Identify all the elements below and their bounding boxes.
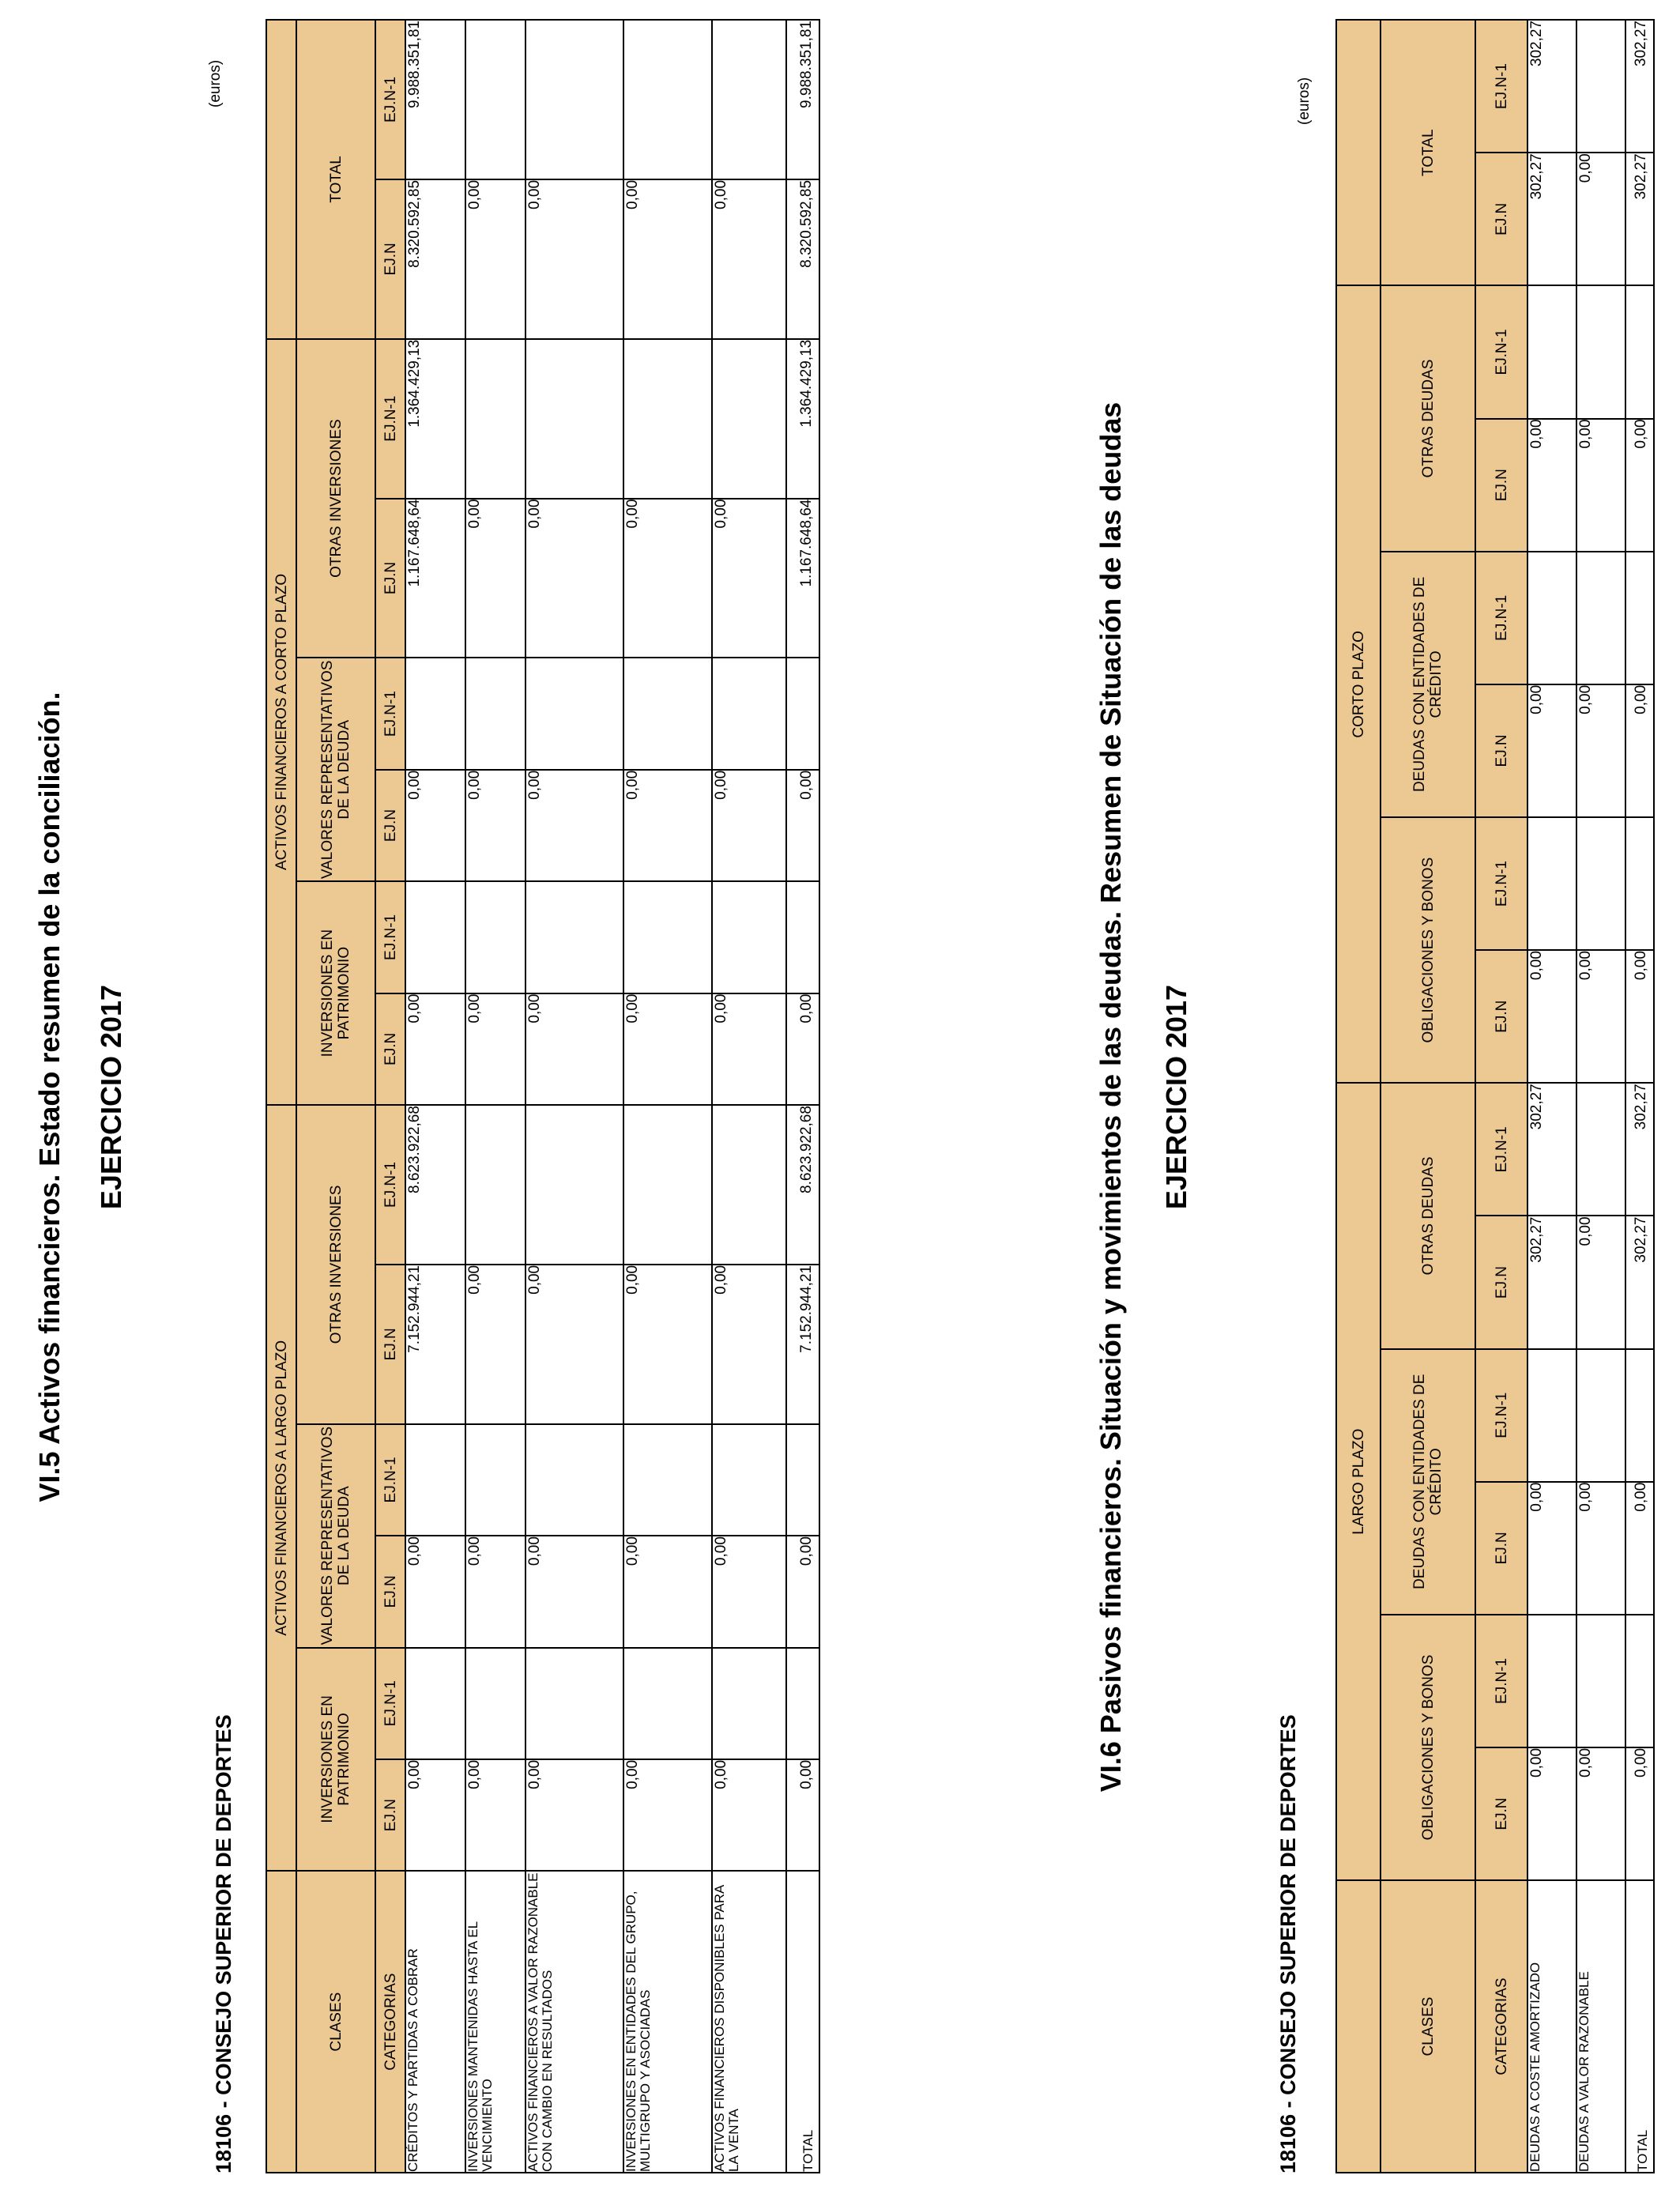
header-ejn1: EJ.N-1 xyxy=(375,339,405,499)
assets-year: EJERCICIO 2017 xyxy=(95,984,127,1210)
cell-value xyxy=(465,339,525,499)
table-row xyxy=(405,20,465,2173)
cell-value xyxy=(786,1424,819,1536)
cell-value: 8.623.922,68 xyxy=(405,1105,465,1265)
header-ejn: EJ.N xyxy=(1475,419,1527,552)
cell-value xyxy=(465,881,525,993)
cell-value xyxy=(1527,1615,1576,1747)
cell-value: 1.167.648,64 xyxy=(405,499,465,658)
liabilities-organization: 18106 - CONSEJO SUPERIOR DE DEPORTES xyxy=(1276,1714,1300,2173)
row-category-label: INVERSIONES MANTENIDAS HASTA EL VENCIMIENTO xyxy=(465,1871,525,2173)
header-ejn: EJ.N xyxy=(1475,153,1527,285)
header-otras-deudas: OTRAS DEUDAS xyxy=(1381,1083,1475,1348)
header-ejn1: EJ.N-1 xyxy=(375,1424,405,1536)
cell-value xyxy=(465,1648,525,1759)
header-entidades: DEUDAS CON ENTIDADES DE CRÉDITO xyxy=(1381,1349,1475,1615)
header-ejn: EJ.N xyxy=(375,993,405,1105)
cell-value: 0,00 xyxy=(1576,1482,1625,1615)
cell-value: 0,00 xyxy=(1527,1482,1576,1615)
cell-value xyxy=(1625,285,1654,418)
row-category-label: TOTAL xyxy=(1625,1880,1654,2173)
cell-value xyxy=(623,658,712,769)
assets-table xyxy=(266,19,820,2173)
cell-value xyxy=(405,658,465,769)
header-ejn1: EJ.N-1 xyxy=(375,658,405,769)
cell-value xyxy=(712,658,786,769)
liabilities-year: EJERCICIO 2017 xyxy=(1160,984,1192,1210)
header-ejn1: EJ.N-1 xyxy=(1475,1349,1527,1482)
cell-value: 0,00 xyxy=(525,499,623,658)
cell-value: 0,00 xyxy=(1527,1747,1576,1880)
cell-value: 0,00 xyxy=(1527,950,1576,1083)
cell-value: 1.167.648,64 xyxy=(786,499,819,658)
cell-value xyxy=(1576,1615,1625,1747)
cell-value: 0,00 xyxy=(465,1536,525,1647)
header-total: TOTAL xyxy=(296,20,375,339)
cell-value xyxy=(712,881,786,993)
cell-value xyxy=(525,20,623,179)
header-long-term: LARGO PLAZO xyxy=(1336,1083,1381,1880)
cell-value xyxy=(525,658,623,769)
cell-value: 0,00 xyxy=(1576,153,1625,285)
cell-value xyxy=(623,1424,712,1536)
cell-value: 0,00 xyxy=(1625,950,1654,1083)
cell-value: 0,00 xyxy=(623,1265,712,1424)
cell-value xyxy=(1527,552,1576,684)
header-valores: VALORES REPRESENTATIVOS DE LA DEUDA xyxy=(296,658,375,881)
cell-value: 0,00 xyxy=(1576,1747,1625,1880)
cell-value: 302,27 xyxy=(1527,153,1576,285)
cell-value: 0,00 xyxy=(786,1759,819,1871)
header-ejn1: EJ.N-1 xyxy=(1475,285,1527,418)
table-row xyxy=(465,20,525,2173)
cell-value: 0,00 xyxy=(465,993,525,1105)
header-ejn: EJ.N xyxy=(375,770,405,881)
cell-value xyxy=(405,1424,465,1536)
cell-value xyxy=(1576,20,1625,153)
cell-value: 0,00 xyxy=(1576,950,1625,1083)
cell-value xyxy=(1527,1349,1576,1482)
header-ejn1: EJ.N-1 xyxy=(1475,552,1527,684)
table-row xyxy=(712,20,786,2173)
header-otras-deudas: OTRAS DEUDAS xyxy=(1381,285,1475,551)
cell-value xyxy=(1625,817,1654,950)
header-ejn1: EJ.N-1 xyxy=(375,1105,405,1265)
cell-value: 8.320.592,85 xyxy=(786,179,819,339)
row-category-label: INVERSIONES EN ENTIDADES DEL GRUPO, MULTIGRUPO Y ASOCIADAS xyxy=(623,1871,712,2173)
cell-value: 8.320.592,85 xyxy=(405,179,465,339)
cell-value xyxy=(525,339,623,499)
header-blank-total xyxy=(266,20,296,339)
header-clases: CLASES xyxy=(1381,1880,1475,2173)
header-ejn: EJ.N xyxy=(1475,1747,1527,1880)
cell-value: 0,00 xyxy=(525,179,623,339)
cell-value xyxy=(1625,1615,1654,1747)
header-ejn: EJ.N xyxy=(1475,1482,1527,1615)
liabilities-title: VI.6 Pasivos financieros. Situación y movimientos de las deudas. Resumen de Situación de las deudas xyxy=(1094,401,1127,1793)
header-otras: OTRAS INVERSIONES xyxy=(296,1105,375,1424)
cell-value: 0,00 xyxy=(465,1759,525,1871)
cell-value: 0,00 xyxy=(465,770,525,881)
header-categorias: CATEGORIAS xyxy=(375,1871,405,2173)
header-patrimonio: INVERSIONES EN PATRIMONIO xyxy=(296,1648,375,1872)
header-categorias: CATEGORIAS xyxy=(1475,1880,1527,2173)
cell-value: 302,27 xyxy=(1625,153,1654,285)
header-ejn: EJ.N xyxy=(375,1759,405,1871)
cell-value xyxy=(1527,285,1576,418)
cell-value: 0,00 xyxy=(465,179,525,339)
cell-value xyxy=(525,1105,623,1265)
header-ejn1: EJ.N-1 xyxy=(1475,817,1527,950)
header-ejn: EJ.N xyxy=(375,1536,405,1647)
cell-value: 0,00 xyxy=(1527,419,1576,552)
cell-value: 0,00 xyxy=(525,1759,623,1871)
cell-value xyxy=(1527,817,1576,950)
cell-value: 0,00 xyxy=(623,1759,712,1871)
cell-value: 0,00 xyxy=(1576,419,1625,552)
assets-organization: 18106 - CONSEJO SUPERIOR DE DEPORTES xyxy=(212,1714,235,2173)
header-ejn: EJ.N xyxy=(1475,950,1527,1083)
cell-value xyxy=(712,339,786,499)
cell-value: 0,00 xyxy=(1576,684,1625,817)
cell-value: 0,00 xyxy=(465,1265,525,1424)
cell-value xyxy=(623,881,712,993)
cell-value: 0,00 xyxy=(623,770,712,881)
cell-value: 0,00 xyxy=(623,499,712,658)
cell-value: 0,00 xyxy=(1625,1482,1654,1615)
cell-value: 0,00 xyxy=(623,993,712,1105)
header-ejn1: EJ.N-1 xyxy=(375,20,405,179)
header-patrimonio: INVERSIONES EN PATRIMONIO xyxy=(296,881,375,1105)
cell-value: 0,00 xyxy=(1527,684,1576,817)
cell-value: 0,00 xyxy=(786,770,819,881)
cell-value: 0,00 xyxy=(465,499,525,658)
row-category-label: CRÉDITOS Y PARTIDAS A COBRAR xyxy=(405,1871,465,2173)
cell-value: 0,00 xyxy=(525,1536,623,1647)
cell-value: 0,00 xyxy=(712,1536,786,1647)
cell-value xyxy=(712,1105,786,1265)
cell-value xyxy=(1625,1349,1654,1482)
cell-value xyxy=(1576,1083,1625,1216)
table-row xyxy=(525,20,623,2173)
cell-value xyxy=(712,20,786,179)
header-otras: OTRAS INVERSIONES xyxy=(296,339,375,658)
liabilities-table xyxy=(1335,19,1655,2173)
cell-value: 0,00 xyxy=(623,1536,712,1647)
cell-value: 0,00 xyxy=(405,993,465,1105)
header-ejn1: EJ.N-1 xyxy=(375,881,405,993)
table-row xyxy=(623,20,712,2173)
row-category-label: DEUDAS A VALOR RAZONABLE xyxy=(1576,1880,1625,2173)
cell-value: 0,00 xyxy=(1625,684,1654,817)
cell-value: 7.152.944,21 xyxy=(786,1265,819,1424)
cell-value: 302,27 xyxy=(1625,1216,1654,1348)
cell-value: 302,27 xyxy=(1527,1216,1576,1348)
assets-table-body xyxy=(405,20,819,2173)
header-total: TOTAL xyxy=(1381,20,1475,285)
cell-value xyxy=(465,658,525,769)
cell-value: 0,00 xyxy=(525,770,623,881)
cell-value: 9.988.351,81 xyxy=(405,20,465,179)
cell-value xyxy=(786,1648,819,1759)
cell-value xyxy=(712,1424,786,1536)
header-short-term: CORTO PLAZO xyxy=(1336,285,1381,1083)
cell-value xyxy=(1576,1349,1625,1482)
header-ejn1: EJ.N-1 xyxy=(1475,1615,1527,1747)
header-long-term: ACTIVOS FINANCIEROS A LARGO PLAZO xyxy=(266,1105,296,1871)
cell-value xyxy=(465,1105,525,1265)
row-category-label: ACTIVOS FINANCIEROS DISPONIBLES PARA LA VENTA xyxy=(712,1871,786,2173)
row-category-label: DEUDAS A COSTE AMORTIZADO xyxy=(1527,1880,1576,2173)
header-blank xyxy=(266,1871,296,2173)
header-ejn: EJ.N xyxy=(375,179,405,339)
header-clases: CLASES xyxy=(296,1871,375,2173)
cell-value: 302,27 xyxy=(1527,20,1576,153)
header-short-term: ACTIVOS FINANCIEROS A CORTO PLAZO xyxy=(266,339,296,1105)
header-obligaciones: OBLIGACIONES Y BONOS xyxy=(1381,817,1475,1083)
cell-value xyxy=(405,1648,465,1759)
cell-value: 1.364.429,13 xyxy=(786,339,819,499)
row-category-label: ACTIVOS FINANCIEROS A VALOR RAZONABLE CON CAMBIO EN RESULTADOS xyxy=(525,1871,623,2173)
cell-value: 0,00 xyxy=(712,1265,786,1424)
cell-value: 302,27 xyxy=(1527,1083,1576,1216)
cell-value xyxy=(465,20,525,179)
liabilities-unit: (euros) xyxy=(1296,77,1313,125)
cell-value xyxy=(465,1424,525,1536)
header-obligaciones: OBLIGACIONES Y BONOS xyxy=(1381,1615,1475,1880)
cell-value xyxy=(786,658,819,769)
liabilities-table-body xyxy=(1527,20,1654,2173)
cell-value: 302,27 xyxy=(1625,1083,1654,1216)
cell-value xyxy=(623,1105,712,1265)
header-blank xyxy=(1336,1880,1381,2173)
table-row xyxy=(1527,20,1576,2173)
cell-value: 0,00 xyxy=(405,770,465,881)
header-ejn1: EJ.N-1 xyxy=(375,1648,405,1759)
table-row xyxy=(1625,20,1654,2173)
header-ejn1: EJ.N-1 xyxy=(1475,20,1527,153)
cell-value xyxy=(712,1648,786,1759)
cell-value: 0,00 xyxy=(623,179,712,339)
cell-value: 0,00 xyxy=(525,1265,623,1424)
cell-value: 302,27 xyxy=(1625,20,1654,153)
cell-value: 9.988.351,81 xyxy=(786,20,819,179)
cell-value xyxy=(1576,552,1625,684)
header-ejn: EJ.N xyxy=(1475,684,1527,817)
cell-value: 7.152.944,21 xyxy=(405,1265,465,1424)
table-row xyxy=(786,20,819,2173)
cell-value xyxy=(525,1424,623,1536)
cell-value: 1.364.429,13 xyxy=(405,339,465,499)
table-row xyxy=(1576,20,1625,2173)
cell-value: 0,00 xyxy=(405,1759,465,1871)
cell-value xyxy=(623,339,712,499)
header-entidades: DEUDAS CON ENTIDADES DE CRÉDITO xyxy=(1381,552,1475,817)
cell-value: 0,00 xyxy=(712,179,786,339)
header-ejn: EJ.N xyxy=(375,1265,405,1424)
cell-value: 0,00 xyxy=(712,770,786,881)
row-category-label: TOTAL xyxy=(786,1871,819,2173)
cell-value: 0,00 xyxy=(1625,1747,1654,1880)
cell-value xyxy=(623,1648,712,1759)
header-ejn: EJ.N xyxy=(1475,1216,1527,1348)
cell-value: 0,00 xyxy=(712,499,786,658)
cell-value xyxy=(525,881,623,993)
cell-value: 0,00 xyxy=(405,1536,465,1647)
assets-title: VI.5 Activos financieros. Estado resumen de la conciliación. xyxy=(33,692,66,1502)
assets-unit: (euros) xyxy=(207,59,224,107)
cell-value xyxy=(1576,817,1625,950)
cell-value: 0,00 xyxy=(525,993,623,1105)
cell-value xyxy=(1625,552,1654,684)
cell-value: 0,00 xyxy=(712,993,786,1105)
header-ejn1: EJ.N-1 xyxy=(1475,1083,1527,1216)
cell-value xyxy=(786,881,819,993)
cell-value: 0,00 xyxy=(786,993,819,1105)
cell-value: 0,00 xyxy=(786,1536,819,1647)
cell-value xyxy=(1576,285,1625,418)
cell-value: 0,00 xyxy=(712,1759,786,1871)
cell-value xyxy=(525,1648,623,1759)
header-valores: VALORES REPRESENTATIVOS DE LA DEUDA xyxy=(296,1424,375,1648)
cell-value: 8.623.922,68 xyxy=(786,1105,819,1265)
header-ejn: EJ.N xyxy=(375,499,405,658)
cell-value: 0,00 xyxy=(1576,1216,1625,1348)
header-blank-total xyxy=(1336,20,1381,285)
cell-value xyxy=(405,881,465,993)
cell-value: 0,00 xyxy=(1625,419,1654,552)
cell-value xyxy=(623,20,712,179)
